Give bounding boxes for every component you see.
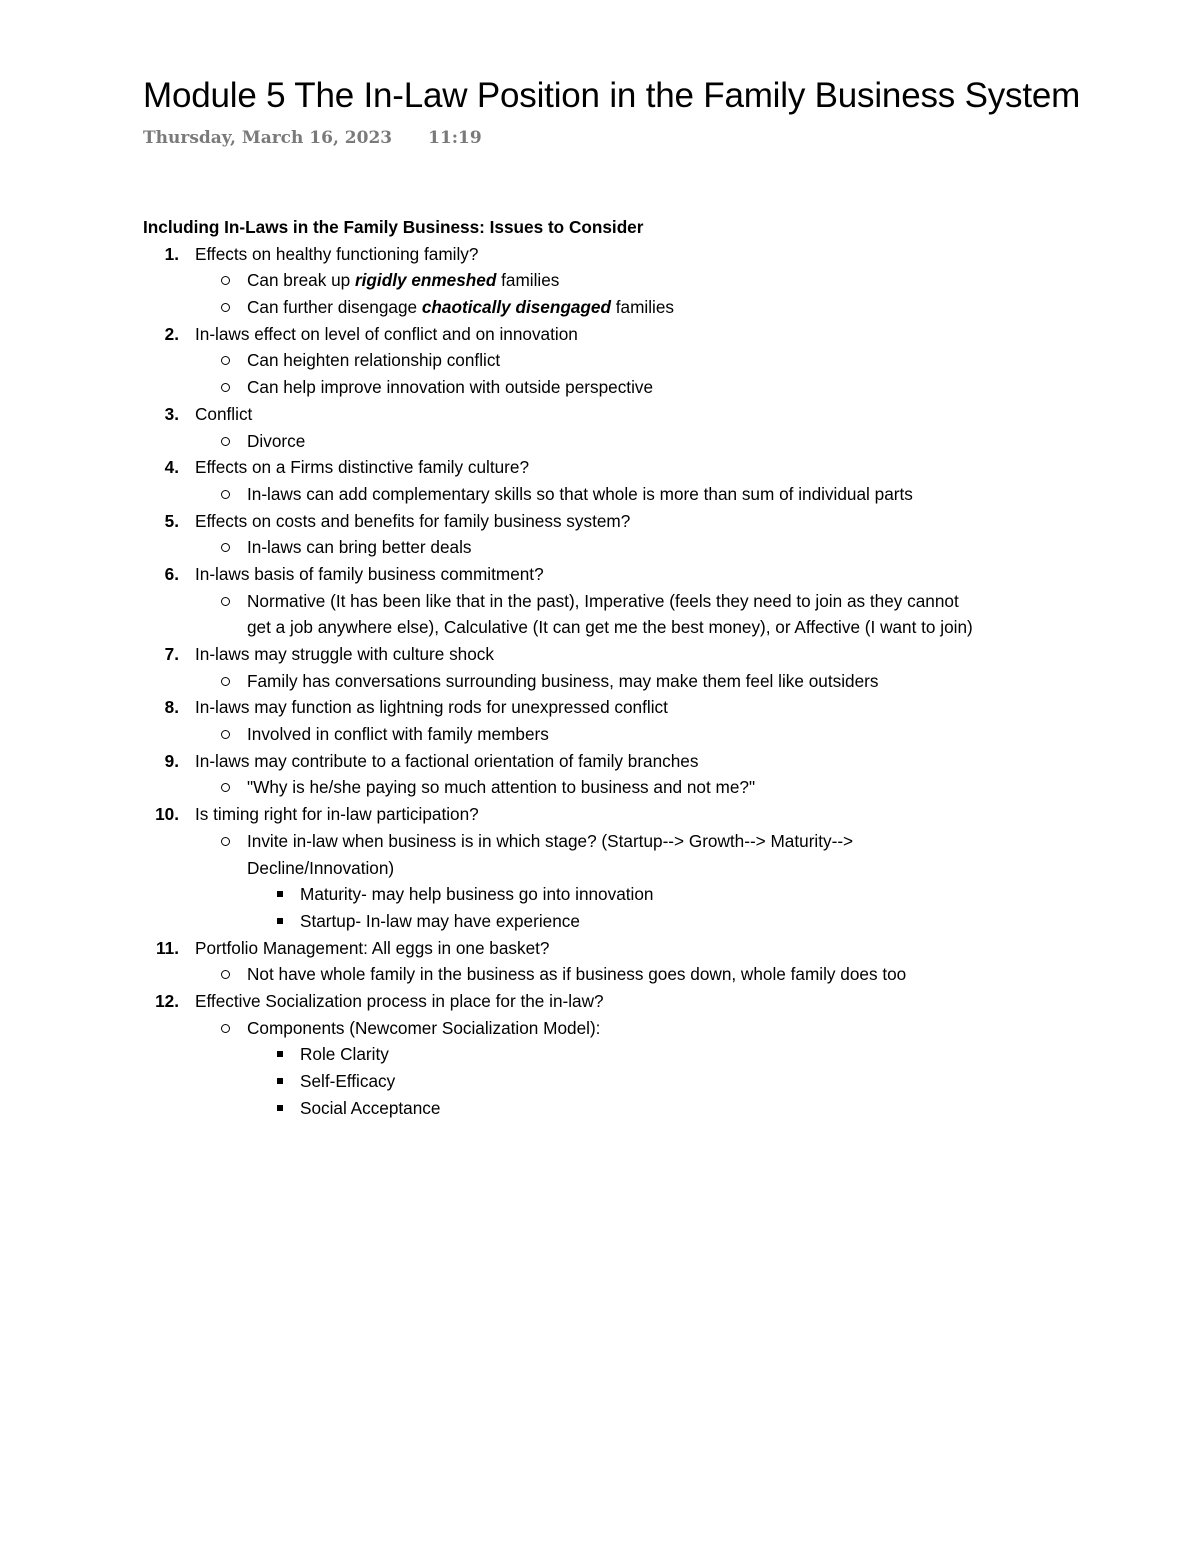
circle-bullet-icon xyxy=(221,783,230,792)
item-text: Involved in conflict with family members xyxy=(247,724,549,745)
item-text: Self-Efficacy xyxy=(300,1071,396,1091)
item-number: 9. xyxy=(164,750,179,771)
item-text: Maturity- may help business go into innovation xyxy=(300,884,654,905)
item-text: "Why is he/she paying so much attention to business and not me?" xyxy=(247,777,756,798)
item-text: Can heighten relationship conflict xyxy=(247,350,501,371)
sub-list-item xyxy=(143,828,1143,855)
item-text: Role Clarity xyxy=(300,1044,389,1065)
item-text: Decline/Innovation) xyxy=(247,857,395,878)
sub-sub-list-item xyxy=(143,1041,1143,1068)
list-item xyxy=(143,454,1143,481)
sub-list-item xyxy=(143,588,1143,615)
list-item xyxy=(143,748,1143,775)
item-number: 12. xyxy=(155,990,179,1011)
item-text: Startup- In-law may have experience xyxy=(300,910,580,931)
item-text: Divorce xyxy=(247,430,306,451)
circle-bullet-icon xyxy=(221,1024,230,1033)
list-item xyxy=(143,935,1143,962)
item-number: 6. xyxy=(164,563,179,584)
sub-list-item xyxy=(143,294,1143,321)
item-text: Conflict xyxy=(195,403,253,424)
circle-bullet-icon xyxy=(221,597,230,606)
note-body xyxy=(143,214,1143,1121)
item-text: In-laws can bring better deals xyxy=(247,537,472,558)
item-text: In-laws may function as lightning rods for unexpressed conflict xyxy=(195,697,668,718)
circle-bullet-icon xyxy=(221,490,230,499)
circle-bullet-icon xyxy=(221,437,230,446)
list-item xyxy=(143,641,1143,668)
item-text: In-laws may struggle with culture shock xyxy=(195,644,494,664)
item-text: Invite in-law when business is in which stage? (Startup--> Growth--> Maturity--> xyxy=(247,830,854,851)
item-text: Is timing right for in-law participation? xyxy=(195,804,479,825)
item-text: Normative (It has been like that in the past), Imperative (feels they need to join as they cannot xyxy=(247,590,959,611)
note-date: Thursday, March 16, 2023 xyxy=(143,128,393,148)
list-item xyxy=(143,241,1143,268)
item-text-pre: Can break up xyxy=(247,270,355,291)
sub-list-item-continuation xyxy=(143,614,1143,641)
item-number: 2. xyxy=(164,323,179,344)
item-number: 4. xyxy=(164,457,179,478)
item-text: Portfolio Management: All eggs in one basket? xyxy=(195,937,550,958)
item-number: 1. xyxy=(164,243,179,264)
sub-list-item xyxy=(143,534,1143,561)
square-bullet-icon xyxy=(277,918,283,924)
item-text: Effective Socialization process in place for the in-law? xyxy=(195,990,604,1011)
item-text-post: families xyxy=(610,297,675,318)
item-text: In-laws effect on level of conflict and on innovation xyxy=(195,323,578,344)
sub-list-item xyxy=(143,481,1143,508)
circle-bullet-icon xyxy=(221,970,230,979)
circle-bullet-icon xyxy=(221,276,230,285)
list-item xyxy=(143,694,1143,721)
sub-sub-list-item xyxy=(143,1068,1143,1095)
item-text: Can help improve innovation with outside perspective xyxy=(247,377,654,398)
item-text: Components (Newcomer Socialization Model): xyxy=(247,1017,601,1038)
circle-bullet-icon xyxy=(221,837,230,846)
sub-list-item xyxy=(143,374,1143,401)
list-item xyxy=(143,321,1143,348)
circle-bullet-icon xyxy=(221,730,230,739)
sub-sub-list-item xyxy=(143,908,1143,935)
item-text: Effects on a Firms distinctive family culture? xyxy=(195,457,529,478)
item-text: In-laws may contribute to a factional orientation of family branches xyxy=(195,750,699,771)
sub-list-item xyxy=(143,267,1143,294)
sub-list-item xyxy=(143,721,1143,748)
sub-sub-list-item xyxy=(143,1095,1143,1122)
item-number: 11. xyxy=(156,937,179,958)
sub-list-item xyxy=(143,774,1143,801)
square-bullet-icon xyxy=(277,891,283,897)
sub-list-item-continuation xyxy=(143,855,1143,882)
square-bullet-icon xyxy=(277,1105,283,1111)
sub-list-item xyxy=(143,347,1143,374)
circle-bullet-icon xyxy=(221,303,230,312)
item-text: Effects on costs and benefits for family business system? xyxy=(195,510,631,531)
item-text: Social Acceptance xyxy=(300,1097,441,1118)
item-text: In-laws can add complementary skills so that whole is more than sum of individual parts xyxy=(247,483,913,504)
square-bullet-icon xyxy=(277,1078,283,1084)
item-number: 7. xyxy=(164,644,179,664)
section-heading: Including In-Laws in the Family Business: Issues to Consider xyxy=(143,217,644,237)
sub-list-item xyxy=(143,428,1143,455)
list-item xyxy=(143,801,1143,828)
item-number: 8. xyxy=(164,697,179,718)
list-item xyxy=(143,988,1143,1015)
sub-list-item xyxy=(143,1015,1143,1042)
item-text: get a job anywhere else), Calculative (It can get me the best money), or Affective (I want to join) xyxy=(247,617,973,638)
note-time: 11:19 xyxy=(428,128,482,148)
item-text: Family has conversations surrounding business, may make them feel like outsiders xyxy=(247,670,879,691)
square-bullet-icon xyxy=(277,1051,283,1057)
note-timestamp xyxy=(143,126,482,150)
item-text-emphasis: chaotically disengaged xyxy=(421,297,611,318)
page-title: Module 5 The In-Law Position in the Family Business System xyxy=(143,76,1081,115)
list-item xyxy=(143,401,1143,428)
circle-bullet-icon xyxy=(221,543,230,552)
item-number: 3. xyxy=(164,403,179,424)
item-text-emphasis: rigidly enmeshed xyxy=(354,270,497,291)
item-text-post: families xyxy=(496,270,560,291)
circle-bullet-icon xyxy=(221,677,230,686)
item-text: In-laws basis of family business commitment? xyxy=(195,563,544,584)
sub-list-item xyxy=(143,668,1143,695)
circle-bullet-icon xyxy=(221,356,230,365)
sub-list-item xyxy=(143,961,1143,988)
list-item xyxy=(143,508,1143,535)
item-text-pre: Can further disengage xyxy=(247,297,422,318)
item-number: 10. xyxy=(155,804,179,825)
item-text: Effects on healthy functioning family? xyxy=(195,243,479,264)
list-item xyxy=(143,561,1143,588)
item-number: 5. xyxy=(164,510,179,531)
sub-sub-list-item xyxy=(143,881,1143,908)
circle-bullet-icon xyxy=(221,383,230,392)
item-text: Not have whole family in the business as if business goes down, whole family does too xyxy=(247,964,907,985)
